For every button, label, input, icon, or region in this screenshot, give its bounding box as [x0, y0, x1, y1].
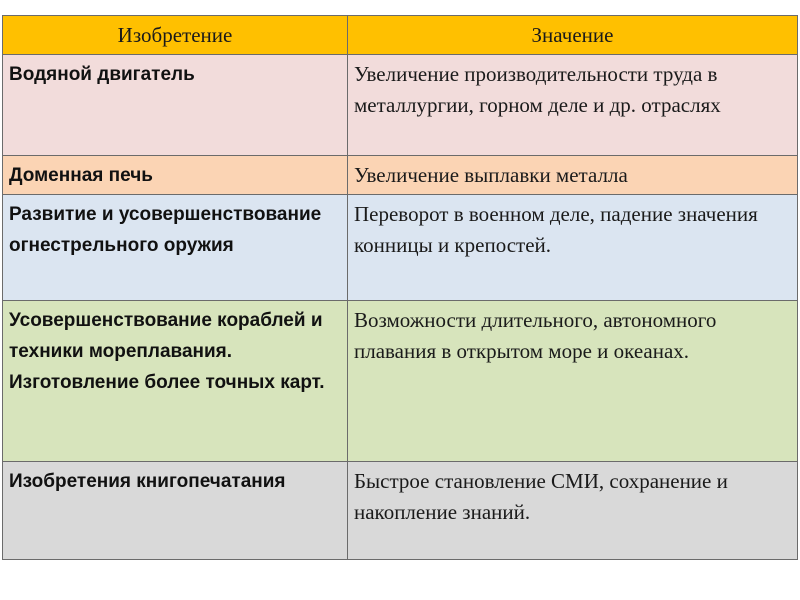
table-row	[3, 55, 798, 156]
invention-cell: Усовершенствование кораблей и техники мореплавания. Изготовление более точных карт.	[3, 301, 348, 462]
invention-cell: Водяной двигатель	[3, 55, 348, 156]
inventions-table	[2, 15, 798, 560]
table-row	[3, 301, 798, 462]
meaning-cell: Увеличение выплавки металла	[348, 156, 798, 195]
table-row	[3, 462, 798, 560]
invention-cell: Изобретения книгопечатания	[3, 462, 348, 560]
meaning-cell: Быстрое становление СМИ, сохранение и накопление знаний.	[348, 462, 798, 560]
table-row	[3, 195, 798, 301]
meaning-cell: Увеличение производительности труда в металлургии, горном деле и др. отраслях	[348, 55, 798, 156]
meaning-cell: Переворот в военном деле, падение значения конницы и крепостей.	[348, 195, 798, 301]
invention-cell: Развитие и усовершенствование огнестрельного оружия	[3, 195, 348, 301]
header-meaning: Значение	[348, 16, 798, 55]
meaning-cell: Возможности длительного, автономного плавания в открытом море и океанах.	[348, 301, 798, 462]
table-header-row	[3, 16, 798, 55]
header-invention: Изобретение	[3, 16, 348, 55]
table-row	[3, 156, 798, 195]
invention-cell: Доменная печь	[3, 156, 348, 195]
